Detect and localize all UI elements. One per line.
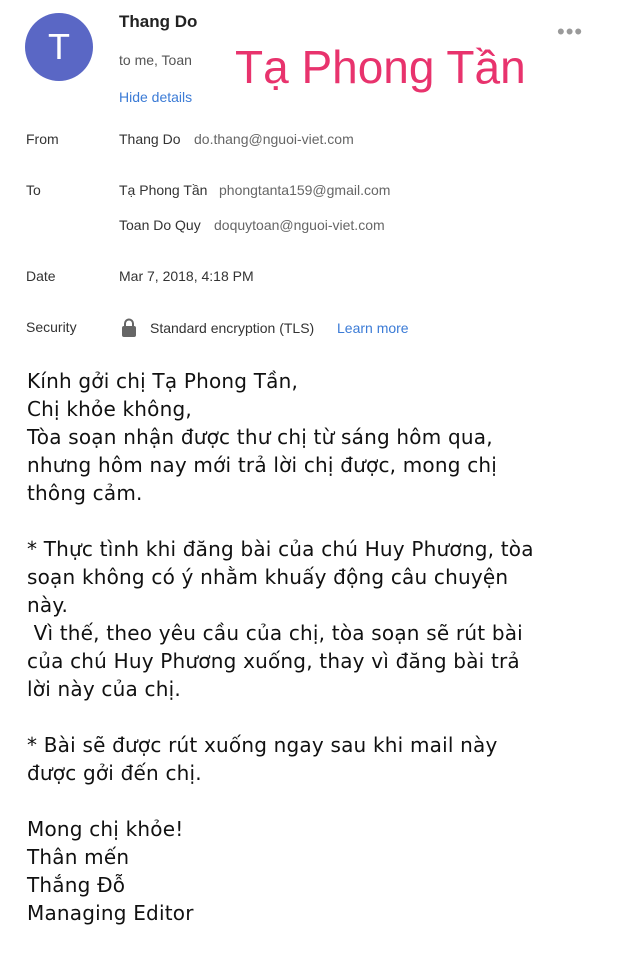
sender-name[interactable]: Thang Do (119, 12, 198, 31)
body-line: nhưng hôm nay mới trả lời chị được, mong chị (27, 453, 498, 477)
security-value: Standard encryption (TLS) (150, 320, 315, 336)
sender-avatar[interactable] (25, 13, 93, 81)
body-line: thông cảm. (27, 481, 143, 505)
learn-more-link[interactable]: Learn more (337, 320, 409, 336)
body-line: lời này của chị. (27, 677, 181, 701)
body-line: Thân mến (27, 845, 130, 869)
from-name[interactable]: Thang Do (119, 131, 181, 147)
to-name-1[interactable]: Tạ Phong Tần (119, 182, 208, 198)
to-email-1[interactable]: phongtanta159@gmail.com (219, 182, 391, 198)
body-line: * Bài sẽ được rút xuống ngay sau khi mail này (27, 733, 498, 757)
body-line: * Thực tình khi đăng bài của chú Huy Phương, tòa (27, 537, 534, 561)
overlay-name-text: Tạ Phong Tần (235, 41, 526, 93)
body-line: Chị khỏe không, (27, 397, 192, 421)
date-label: Date (26, 268, 56, 284)
lock-icon (121, 318, 137, 338)
date-value: Mar 7, 2018, 4:18 PM (119, 268, 254, 284)
body-line: Kính gởi chị Tạ Phong Tần, (27, 369, 299, 393)
body-line: này. (27, 593, 69, 617)
security-label: Security (26, 319, 77, 335)
recipients-summary: to me, Toan (119, 52, 192, 68)
body-line (27, 507, 587, 535)
body-line: Thắng Đỗ (27, 873, 126, 897)
body-line (27, 787, 587, 815)
body-line: Vì thế, theo yêu cầu của chị, tòa soạn sẽ rút bài (27, 621, 523, 645)
body-line: Managing Editor (27, 901, 194, 925)
to-label: To (26, 182, 41, 198)
body-line: Mong chị khỏe! (27, 817, 184, 841)
to-email-2[interactable]: doquytoan@nguoi-viet.com (214, 217, 385, 233)
avatar-letter: T (48, 26, 70, 67)
body-line: được gởi đến chị. (27, 761, 202, 785)
body-line: Tòa soạn nhận được thư chị từ sáng hôm qua, (27, 425, 493, 449)
body-line: của chú Huy Phương xuống, thay vì đăng bài trả (27, 649, 520, 673)
more-horizontal-icon[interactable]: ••• (557, 19, 584, 44)
email-body (27, 367, 587, 927)
body-line: soạn không có ý nhằm khuấy động câu chuyện (27, 565, 509, 589)
from-label: From (26, 131, 59, 147)
body-line (27, 703, 587, 731)
hide-details-link[interactable]: Hide details (119, 89, 193, 105)
from-email[interactable]: do.thang@nguoi-viet.com (194, 131, 354, 147)
to-name-2[interactable]: Toan Do Quy (119, 217, 201, 233)
